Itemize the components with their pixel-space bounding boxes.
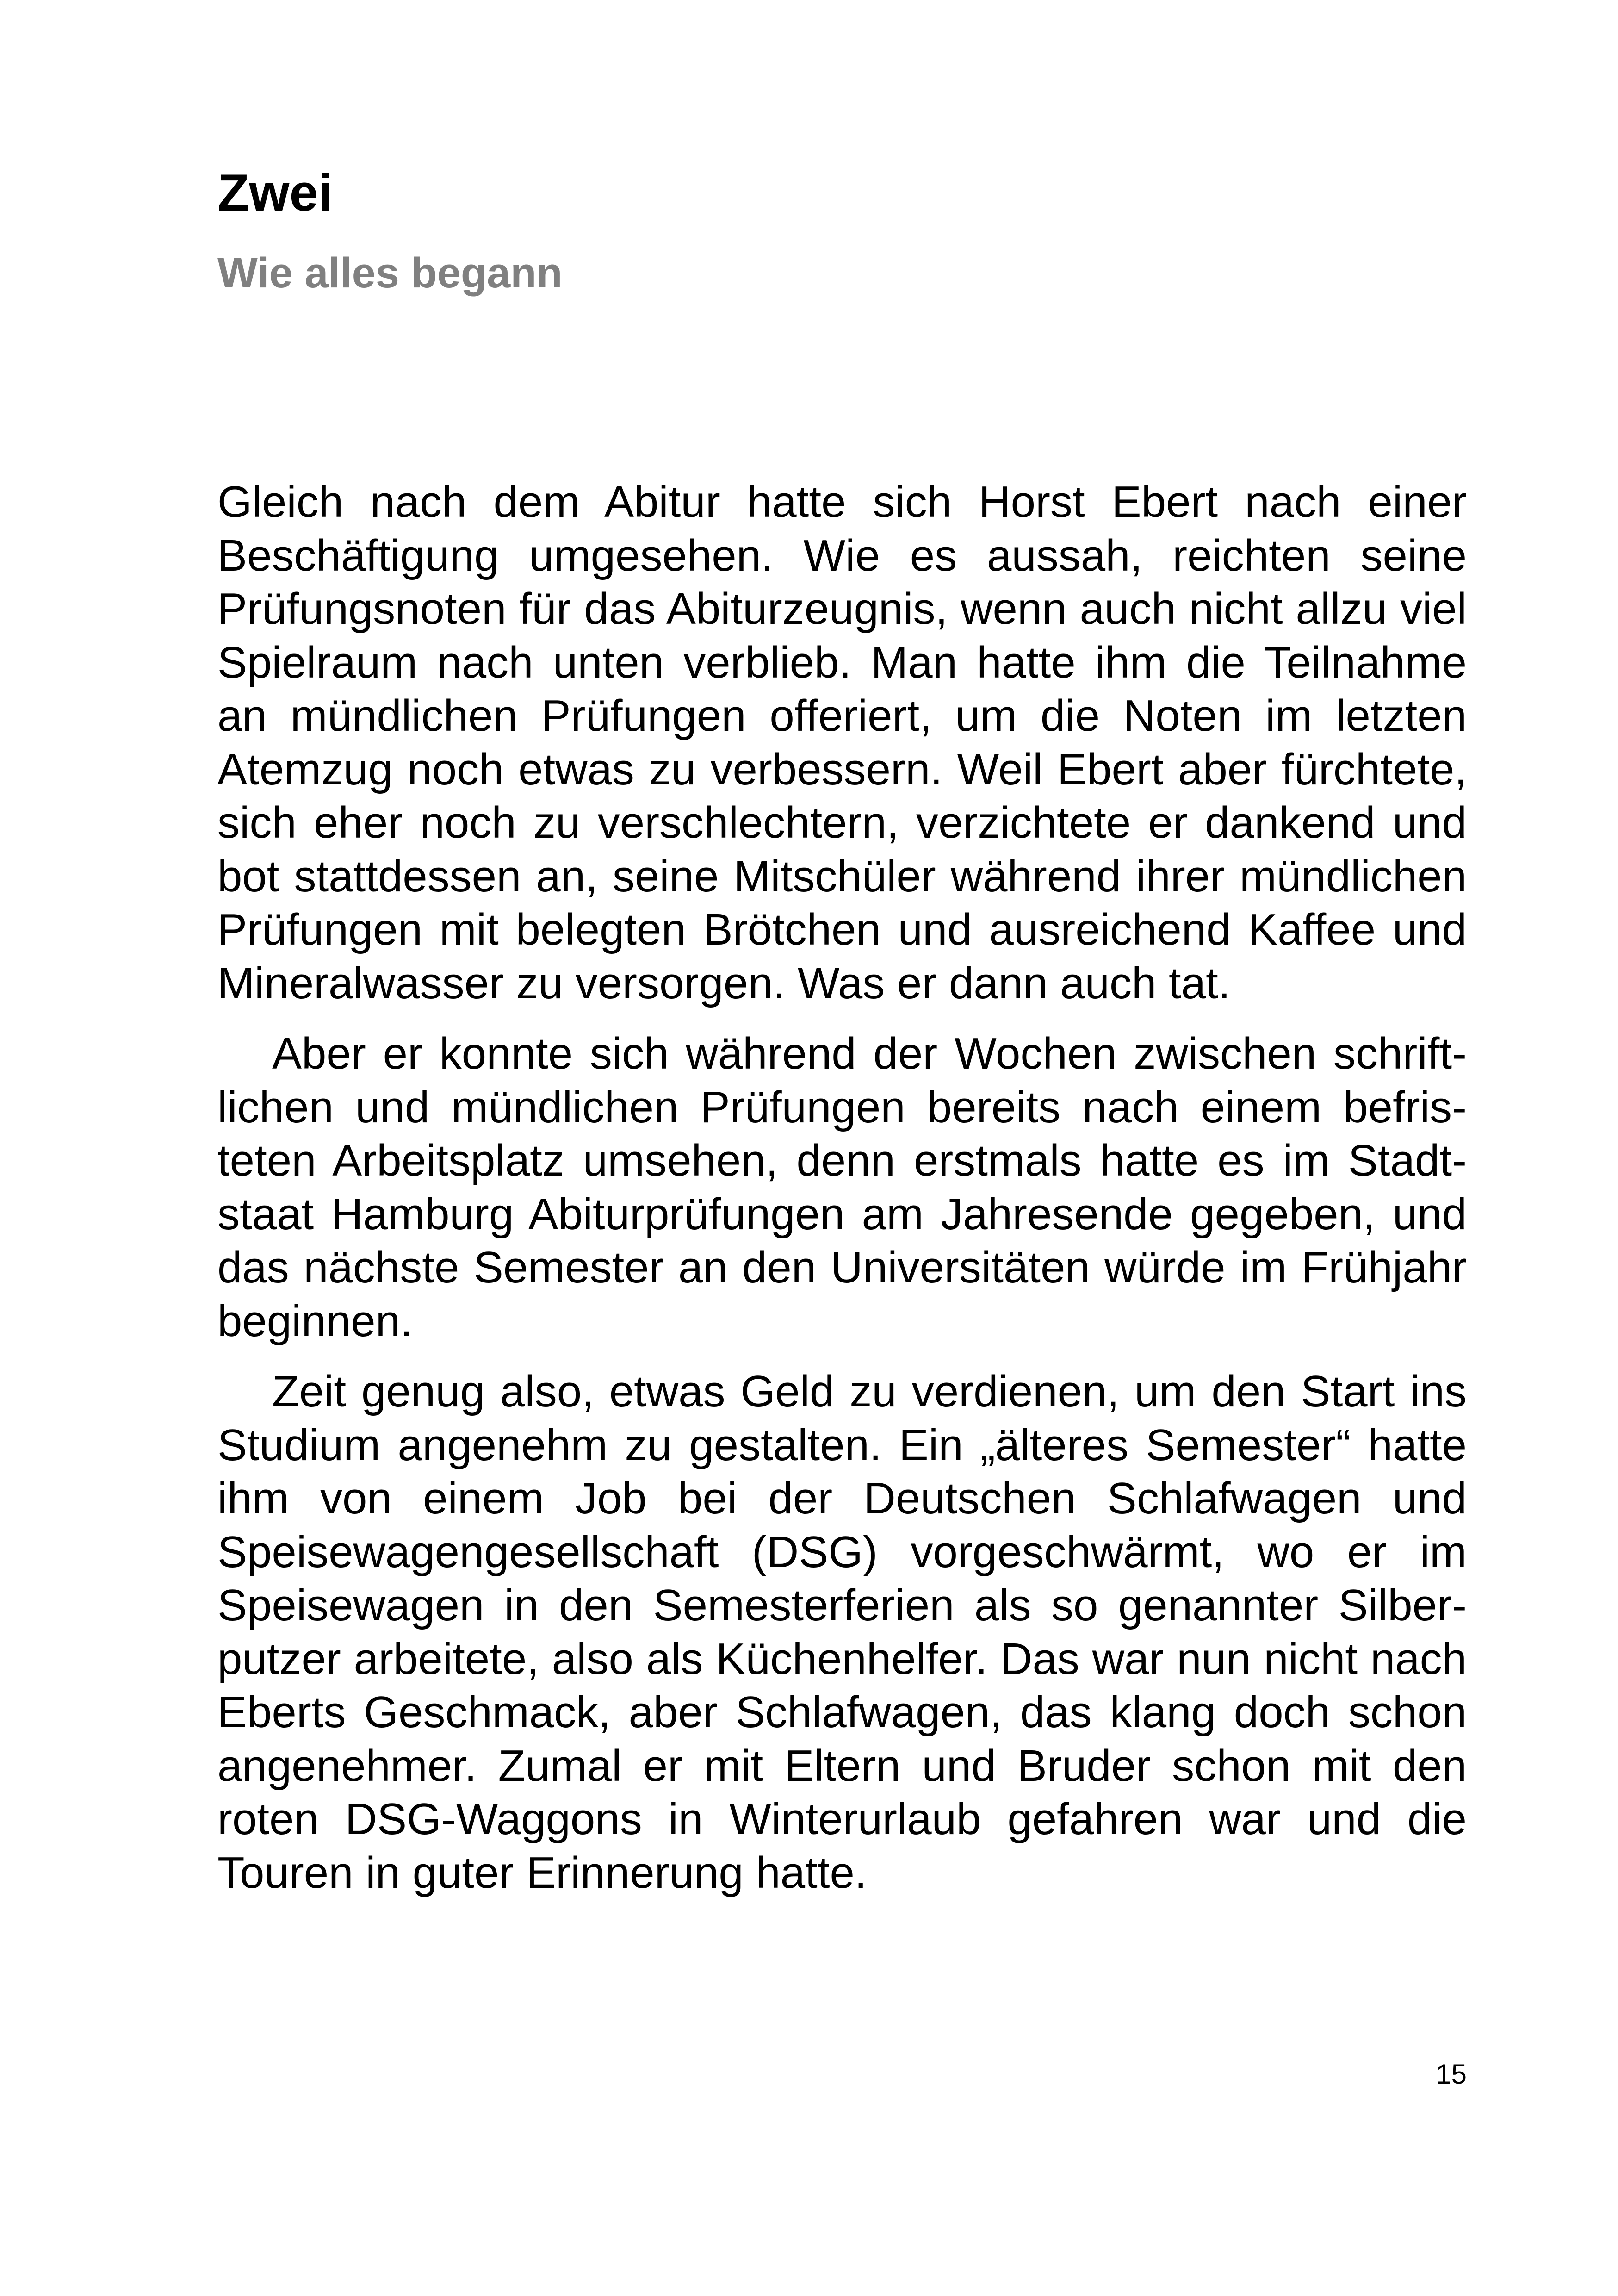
chapter-title: Zwei <box>217 164 333 222</box>
paragraph: Zeit genug also, etwas Geld zu verdienen, um den Start ins Studium angenehm zu gestalten. Ein „älteres Semester“ hatte ihm von einem Job bei der Deutschen Schlafwagen und Speisewagengesellschaft (DSG) vorgeschwärmt, wo er im Speisewagen in den Semesterferien als so genannter Silberputzer arbeitete, also als Küchenhelfer. Das war nun nicht nach Eberts Geschmack, aber Schlafwagen, das klang doch schon angenehmer. Zumal er mit Eltern und Bruder schon mit den roten DSG-Waggons in Winterurlaub gefahren war und die Touren in guter Erinnerung hatte. <box>217 1367 1467 1898</box>
paragraph: Gleich nach dem Abitur hatte sich Horst Ebert nach einer Beschäftigung umgesehen. Wie es aussah, reichten seine Prüfungsnoten für das Abiturzeugnis, wenn auch nicht allzu viel Spielraum nach unten verblieb. Man hatte ihm die Teilnahme an mündlichen Prüfungen offeriert, um die Noten im letzten Atemzug noch etwas zu verbessern. Weil Ebert aber fürchtete, sich eher noch zu verschlechtern, verzichtete er dankend und bot stattdessen an, seine Mitschüler während ihrer mündlichen Prüfungen mit belegten Brötchen und ausreichend Kaffee und Mineralwasser zu versorgen. Was er dann auch tat. <box>217 477 1467 1008</box>
chapter-subtitle: Wie alles begann <box>217 249 563 297</box>
body-text <box>217 475 1467 1916</box>
paragraph: Aber er konnte sich während der Wochen zwischen schriftlichen und mündlichen Prüfungen bereits nach einem befristeten Arbeitsplatz umsehen, denn erstmals hatte es im Stadtstaat Hamburg Abiturprüfungen am Jahresende gegeben, und das nächste Semester an den Universitäten würde im Frühjahr beginnen. <box>217 1029 1467 1346</box>
page-number: 15 <box>1436 2059 1467 2090</box>
